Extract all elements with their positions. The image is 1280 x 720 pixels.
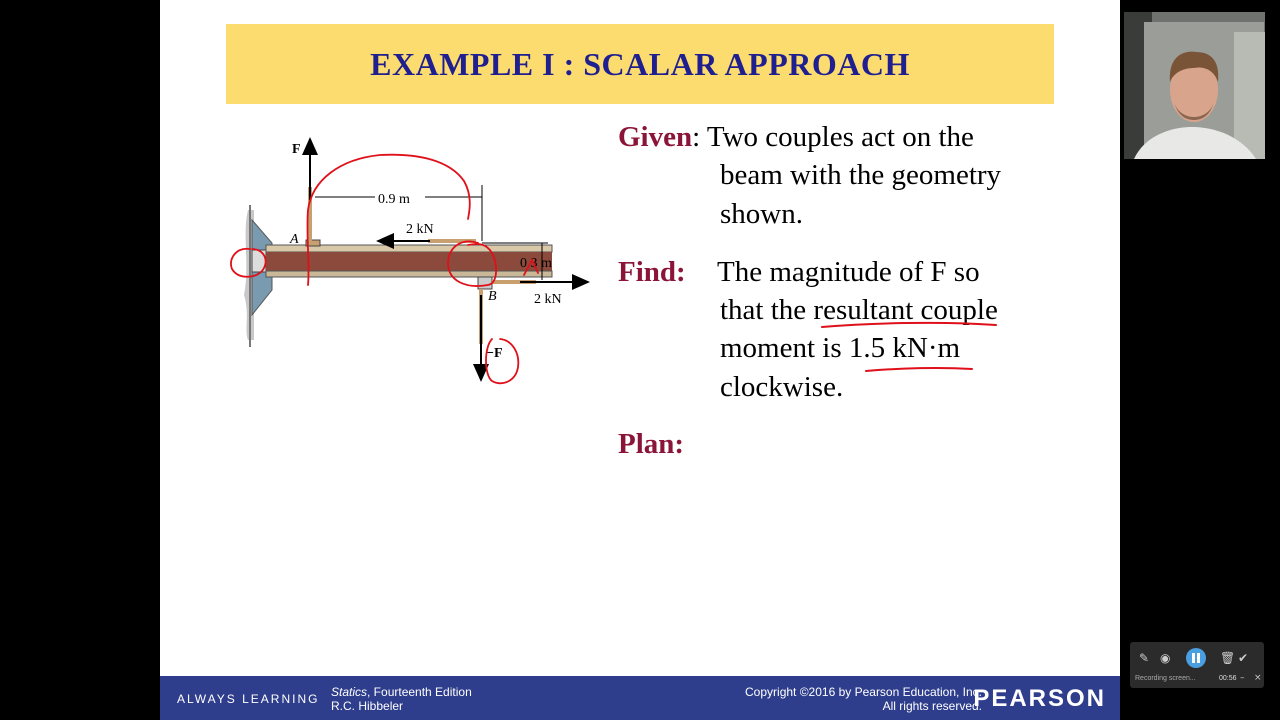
copyright: Copyright ©2016 by Pearson Education, Inc. (745, 685, 982, 699)
author: R.C. Hibbeler (331, 699, 404, 713)
given-sep: : (692, 121, 701, 153)
dist-x-label: 0.9 m (378, 192, 410, 207)
given-label: Given (618, 121, 693, 153)
pearson-logo: PEARSON (973, 685, 1106, 712)
dist-y-label: 0.3 m (520, 256, 552, 271)
given-line-1 (618, 118, 974, 156)
webcam-overlay[interactable] (1124, 12, 1265, 159)
rights: All rights reserved. (882, 699, 982, 713)
pause-button[interactable] (1186, 648, 1206, 668)
footer (160, 676, 1120, 720)
always-learning: ALWAYS LEARNING (177, 692, 320, 706)
underline-annotations (810, 315, 1010, 375)
done-icon[interactable]: ✔ (1238, 651, 1249, 665)
copyright-block (745, 685, 982, 713)
point-b-label: B (488, 289, 497, 304)
webcam-icon[interactable]: ◉ (1160, 651, 1171, 665)
find-text-2: that the resultant couple (720, 294, 998, 326)
book-edition: , Fourteenth Edition (367, 685, 472, 699)
force-top-label: 2 kN (406, 222, 434, 237)
force-neg-f-label: −F (486, 346, 503, 361)
given-text-1: Two couples act on the (706, 121, 974, 153)
title-bar (226, 24, 1054, 104)
book-title: Statics (331, 685, 368, 699)
force-right-label: 2 kN (534, 292, 562, 307)
presenter-video (1124, 12, 1265, 159)
slide (160, 0, 1120, 720)
close-icon[interactable]: × (1254, 673, 1262, 683)
plan-label: Plan: (618, 428, 685, 460)
recording-time: 00:56 (1219, 675, 1237, 682)
find-text-4: clockwise. (720, 371, 844, 403)
minimize-icon[interactable]: – (1240, 673, 1245, 683)
find-text-1: The magnitude of F so (717, 256, 980, 288)
pen-icon[interactable]: ✎ (1139, 651, 1150, 665)
point-a-label: A (290, 232, 299, 247)
book-info (331, 685, 472, 713)
force-f-label: F (292, 142, 301, 157)
recorder-widget (1130, 642, 1264, 688)
given-text-3: shown. (720, 198, 803, 230)
slide-title: EXAMPLE I : SCALAR APPROACH (370, 45, 910, 82)
trash-icon[interactable]: 🗑 (1220, 651, 1236, 665)
given-text-2: beam with the geometry (720, 159, 1002, 191)
find-label: Find: (618, 256, 686, 288)
recording-status: Recording screen... (1135, 675, 1196, 682)
bracket-b (478, 277, 492, 289)
find-text-3: moment is 1.5 kN·m (720, 332, 961, 364)
pause-icon (1192, 653, 1195, 663)
beam-diagram (220, 125, 600, 395)
